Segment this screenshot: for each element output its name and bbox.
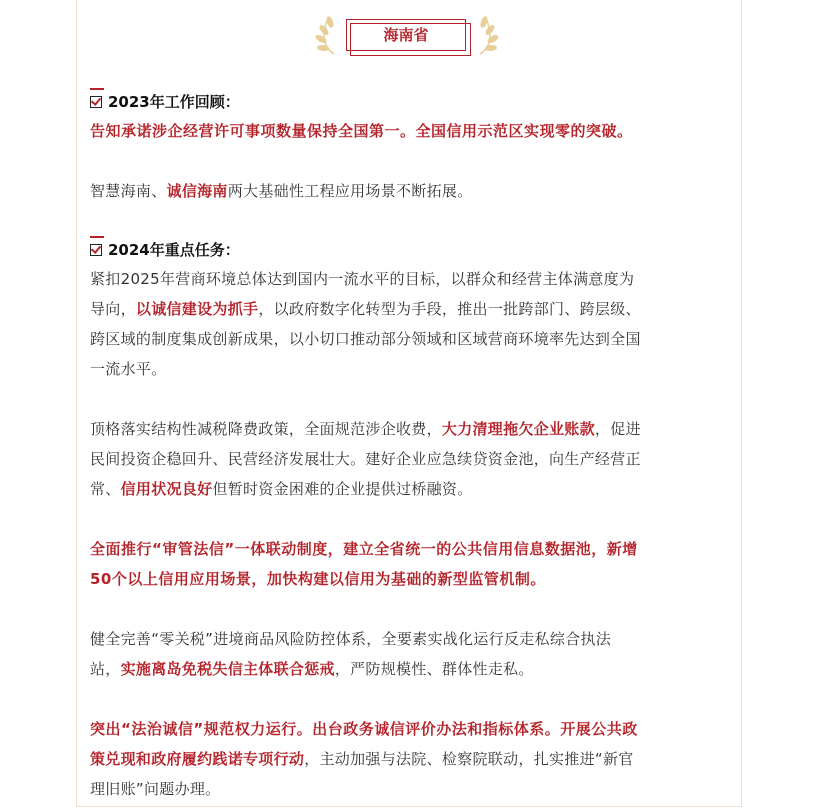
heading-accent-bar <box>90 236 104 238</box>
review-paragraph: 智慧海南、诚信海南两大基础性工程应用场景不断拓展。 <box>90 182 473 200</box>
article-body <box>90 88 730 804</box>
checkbox-icon <box>90 244 102 256</box>
province-title: 海南省 <box>346 19 466 51</box>
heading-accent-bar <box>90 88 104 90</box>
laurel-right-icon <box>474 14 502 58</box>
section-heading-tasks <box>90 236 730 264</box>
heading-text: 2023年工作回顾： <box>108 93 240 111</box>
section-heading-review <box>90 88 730 116</box>
review-highlight: 告知承诺涉企经营许可事项数量保持全国第一。全国信用示范区实现零的突破。 <box>90 122 633 140</box>
checkbox-icon <box>90 96 102 108</box>
province-badge <box>312 14 502 58</box>
tasks-paragraph-4: 健全完善“零关税”进境商品风险防控体系，全要素实战化运行反走私综合执法 站，实施离岛免税失信主体联合惩戒，严防规模性、群体性走私。 <box>90 630 612 678</box>
tasks-paragraph-3: 全面推行“审管法信”一体联动制度，建立全省统一的公共信用信息数据池，新增 50个以上信用应用场景，加快构建以信用为基础的新型监管机制。 <box>90 540 638 588</box>
laurel-left-icon <box>312 14 340 58</box>
heading-text: 2024年重点任务： <box>108 241 240 259</box>
tasks-paragraph-5: 突出“法治诚信”规范权力运行。出台政务诚信评价办法和指标体系。开展公共政 策兑现和政府履约践诺专项行动，主动加强与法院、检察院联动，扎实推进“新官 理旧账”问题办理。 <box>90 720 638 798</box>
tasks-paragraph-2: 顶格落实结构性减税降费政策，全面规范涉企收费，大力清理拖欠企业账款，促进 民间投资企稳回升、民营经济发展壮大。建好企业应急续贷资金池，向生产经营正 常、信用状况良好但暂时资金困难的企业提供过桥融资。 <box>90 420 641 498</box>
tasks-paragraph-1: 紧扣2025年营商环境总体达到国内一流水平的目标，以群众和经营主体满意度为 导向，以诚信建设为抓手，以政府数字化转型为手段，推出一批跨部门、跨层级、 跨区域的制度集成创新成果，以小切口推动部分领域和区域营商环境率先达到全国 一流水平。 <box>90 270 641 378</box>
